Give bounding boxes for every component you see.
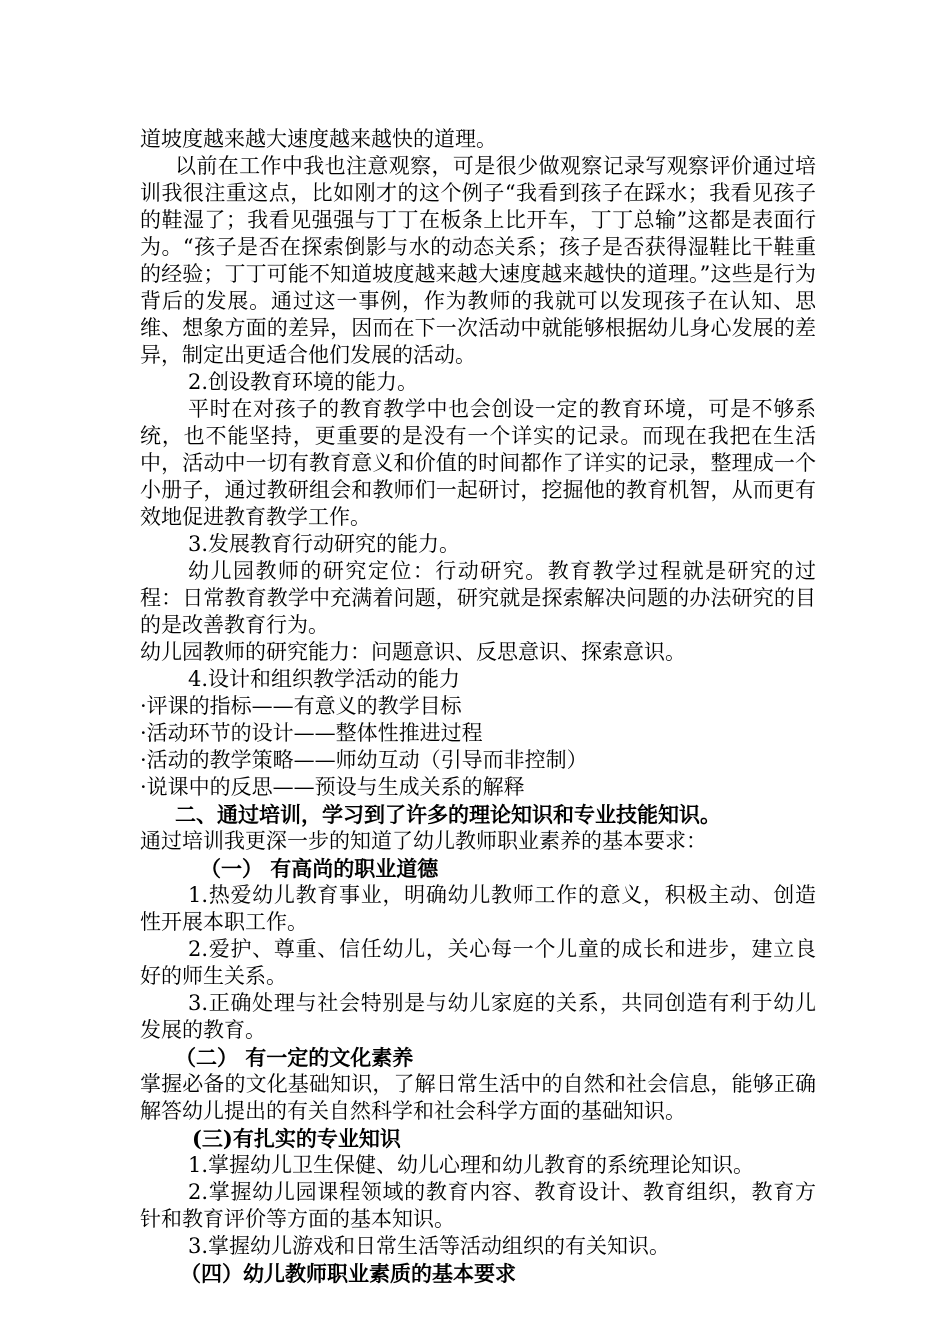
paragraph: 3.发展教育行动研究的能力。: [188, 532, 461, 556]
paragraph: 2.掌握幼儿园课程领域的教育内容、教育设计、教育组织，教育方针和教育评价等方面的基本知识。: [140, 1180, 816, 1231]
paragraph: 3.掌握幼儿游戏和日常生活等活动组织的有关知识。: [188, 1234, 671, 1258]
paragraph: 道坡度越来越大速度越来越快的道理。: [140, 127, 497, 151]
section-heading: 二、通过培训，学习到了许多的理论知识和专业技能知识。: [175, 802, 721, 827]
paragraph: 2.创设教育环境的能力。: [188, 370, 419, 394]
paragraph: ·评课的指标——有意义的教学目标: [140, 694, 462, 718]
paragraph: 2.爱护、尊重、信任幼儿，关心每一个儿童的成长和进步，建立良好的师生关系。: [140, 937, 816, 988]
paragraph: 3.正确处理与社会特别是与幼儿家庭的关系，共同创造有利于幼儿发展的教育。: [140, 991, 816, 1042]
paragraph: 幼儿园教师的研究定位：行动研究。教育教学过程就是研究的过程：日常教育教学中充满着问题，研究就是探索解决问题的办法研究的目的是改善教育行为。: [140, 559, 816, 637]
section-heading: (三)有扎实的专业知识: [192, 1126, 401, 1151]
document-body: [140, 126, 816, 1287]
paragraph: 4.设计和组织教学活动的能力: [188, 667, 461, 691]
paragraph: ·活动环节的设计——整体性推进过程: [140, 721, 483, 745]
paragraph: 掌握必备的文化基础知识，了解日常生活中的自然和社会信息，能够正确解答幼儿提出的有关自然科学和社会科学方面的基础知识。: [140, 1072, 816, 1123]
section-heading: （二） 有一定的文化素养: [175, 1045, 414, 1070]
paragraph: 1.热爱幼儿教育事业，明确幼儿教师工作的意义，积极主动、创造性开展本职工作。: [140, 883, 816, 934]
paragraph: 通过培训我更深一步的知道了幼儿教师职业素养的基本要求：: [140, 829, 707, 853]
paragraph: 平时在对孩子的教育教学中也会创设一定的教育环境，可是不够系统，也不能坚持，更重要的是没有一个详实的记录。而现在我把在生活中，活动中一切有教育意义和价值的时间都作了详实的记录，整理成一个小册子，通过教研组会和教师们一起研讨，挖掘他的教育机智，从而更有效地促进教育教学工作。: [140, 397, 816, 529]
section-heading: （四）幼儿教师职业素质的基本要求: [180, 1261, 516, 1286]
section-heading: （一） 有高尚的职业道德: [200, 856, 439, 881]
paragraph: 幼儿园教师的研究能力：问题意识、反思意识、探索意识。: [140, 640, 686, 664]
paragraph: ·活动的教学策略——师幼互动（引导而非控制）: [140, 748, 588, 772]
paragraph: 以前在工作中我也注意观察，可是很少做观察记录写观察评价通过培训我很注重这点，比如刚才的这个例子“我看到孩子在踩水；我看见孩子的鞋湿了；我看见强强与丁丁在板条上比开车，丁丁总输”这都是表面行为。“孩子是否在探索倒影与水的动态关系；孩子是否获得湿鞋比干鞋重的经验；丁丁可能不知道坡度越来越大速度越来越快的道理。”这些是行为背后的发展。通过这一事例，作为教师的我就可以发现孩子在认知、思维、想象方面的差异，因而在下一次活动中就能够根据幼儿身心发展的差异，制定出更适合他们发展的活动。: [140, 154, 816, 367]
paragraph: 1.掌握幼儿卫生保健、幼儿心理和幼儿教育的系统理论知识。: [188, 1153, 755, 1177]
paragraph: ·说课中的反思——预设与生成关系的解释: [140, 775, 525, 799]
